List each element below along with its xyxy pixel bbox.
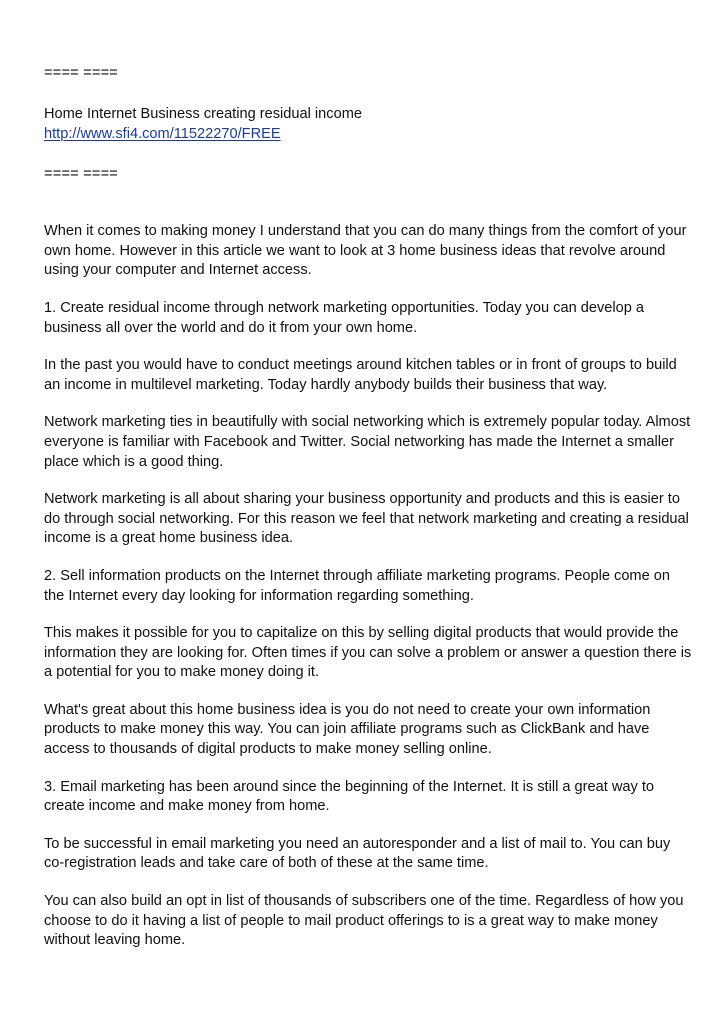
separator-top: ==== ====	[44, 65, 119, 81]
paragraph-idea-3: 3. Email marketing has been around since the beginning of the Internet. It is still a great way to create income and make money from home.	[44, 778, 655, 815]
paragraph-digital-products: This makes it possible for you to capitalize on this by selling digital products that would provide the information they are looking for. Often times if you can solve a problem or answer a question there is a potential for you to make money doing it.	[44, 625, 692, 681]
paragraph-sharing-opportunity: Network marketing is all about sharing your business opportunity and products and this is easier to do through social networking. For this reason we feel that network marketing and creating a residual income is a great home business idea.	[44, 491, 689, 547]
paragraph-affiliate-programs: What's great about this home business idea is you do not need to create your own information products to make money this way. You can join affiliate programs such as ClickBank and have access to thousands of digital products to make money selling online.	[44, 701, 651, 758]
paragraph-idea-2: 2. Sell information products on the Internet through affiliate marketing programs. People come on the Internet every day looking for information regarding something.	[44, 567, 670, 604]
paragraph-past-meetings: In the past you would have to conduct meetings around kitchen tables or in front of groups to build an income in multilevel marketing. Today hardly anybody builds their business that way.	[44, 357, 677, 393]
document-body	[44, 64, 694, 951]
paragraph-idea-1: 1. Create residual income through network marketing opportunities. Today you can develop a business all over the world and do it from your own home.	[44, 299, 645, 336]
article-link[interactable]: http://www.sfi4.com/11522270/FREE	[44, 125, 281, 142]
article-title: Home Internet Business creating residual income	[44, 106, 362, 122]
paragraph-social-networking: Network marketing ties in beautifully with social networking which is extremely popular today. Almost everyone is familiar with Facebook and Twitter. Social networking has made the Internet a smaller place which is a good thing.	[44, 414, 691, 470]
separator-bottom: ==== ====	[44, 166, 119, 183]
paragraph-opt-in-list: You can also build an opt in list of thousands of subscribers one of the time. Regardless of how you choose to do it having a list of people to mail product offerings to is a great way to make money without leaving home.	[44, 893, 684, 949]
paragraph-autoresponder: To be successful in email marketing you need an autoresponder and a list of mail to. You can buy co-registration leads and take care of both of these at the same time.	[44, 835, 671, 872]
paragraph-intro: When it comes to making money I understand that you can do many things from the comfort of your own home. However in this article we want to look at 3 home business ideas that revolve around using your computer and Internet access.	[44, 223, 687, 279]
